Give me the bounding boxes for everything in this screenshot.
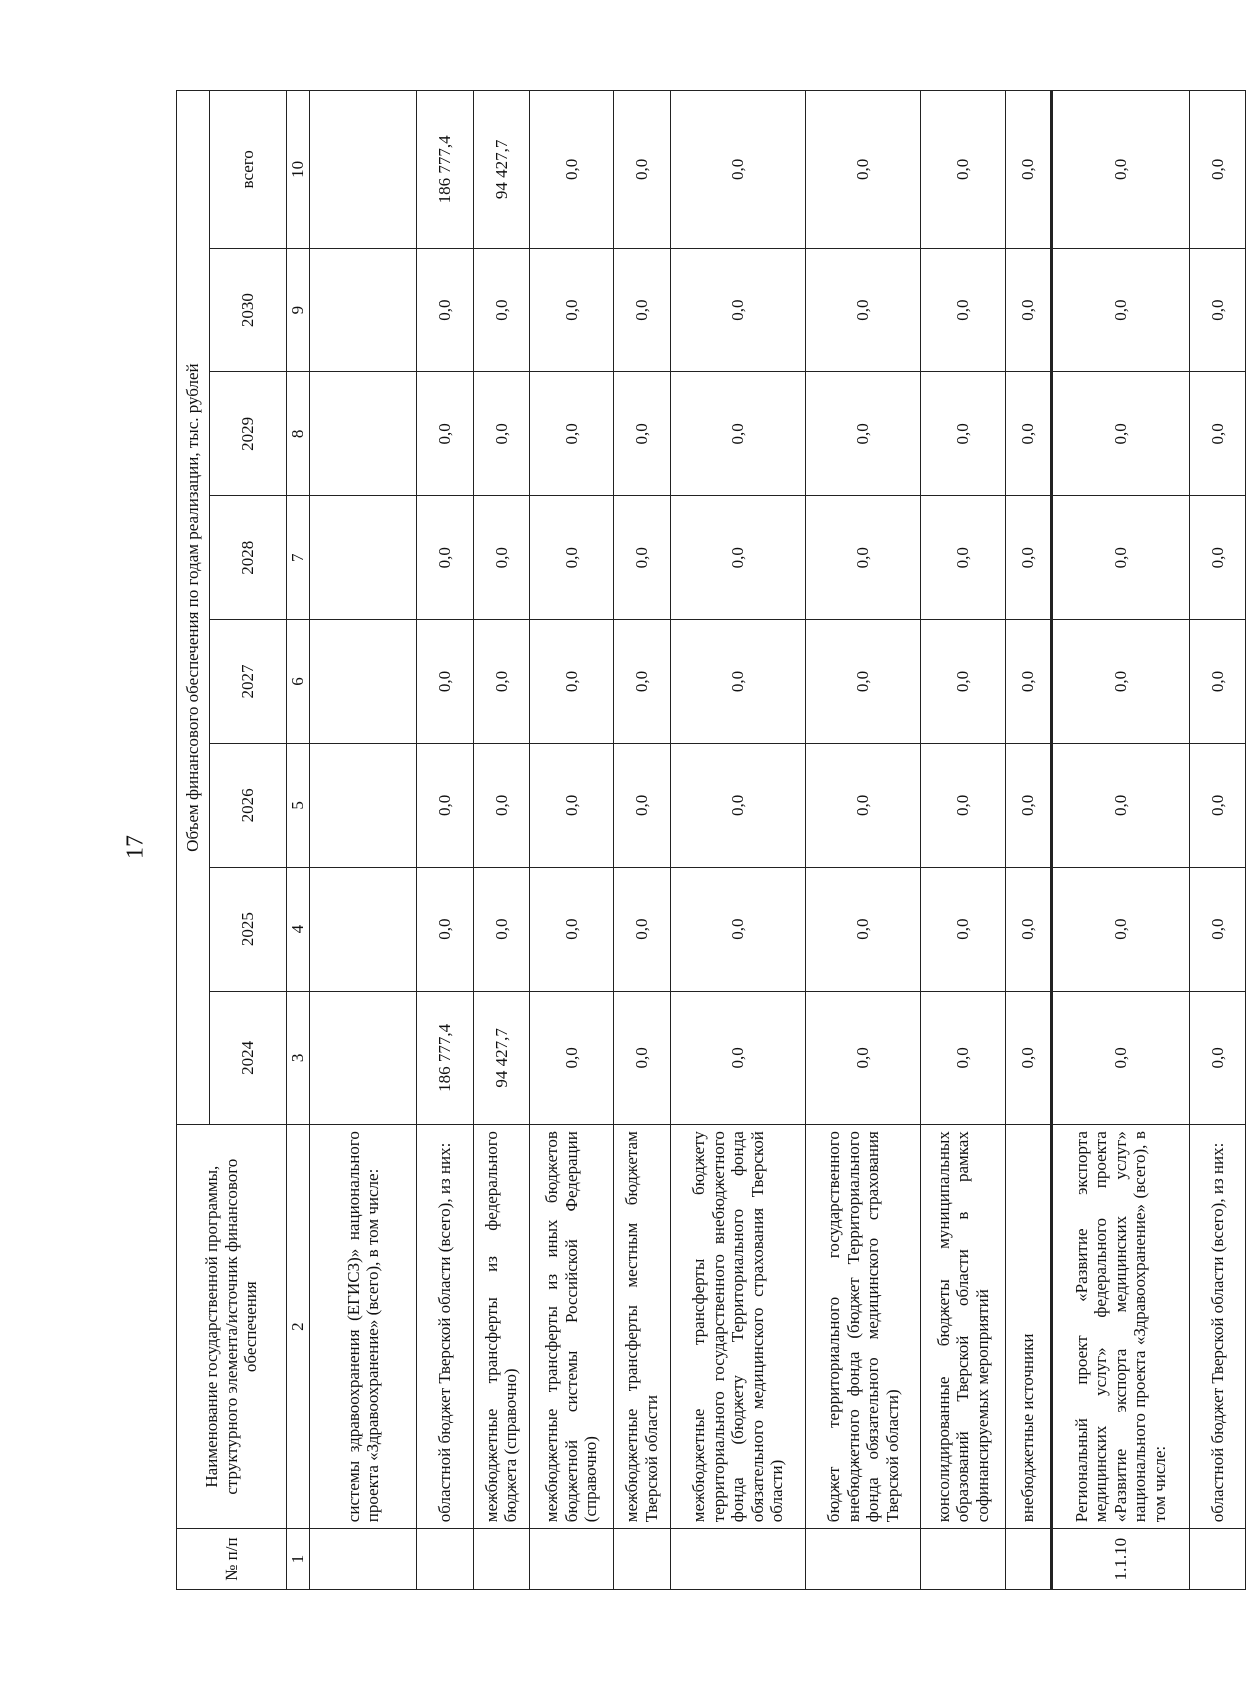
table-row xyxy=(1189,91,1245,1590)
row-number xyxy=(1005,1529,1051,1590)
value-cell: 94 427,7 xyxy=(473,991,529,1125)
table-row xyxy=(670,91,806,1590)
value-cell: 0,0 xyxy=(417,620,473,744)
value-cell: 0,0 xyxy=(670,743,806,867)
column-index: 5 xyxy=(287,743,310,867)
value-cell: 0,0 xyxy=(806,496,921,620)
value-cell: 0,0 xyxy=(1005,743,1051,867)
header-total: всего xyxy=(210,91,287,249)
value-cell: 0,0 xyxy=(921,743,1005,867)
page-number: 17 xyxy=(122,835,149,859)
value-cell: 0,0 xyxy=(529,620,613,744)
value-cell-total: 0,0 xyxy=(806,91,921,249)
value-cell: 0,0 xyxy=(670,620,806,744)
row-number xyxy=(529,1529,613,1590)
value-cell: 0,0 xyxy=(473,620,529,744)
value-cell: 0,0 xyxy=(614,248,670,372)
row-number xyxy=(1189,1529,1245,1590)
value-cell: 0,0 xyxy=(529,248,613,372)
value-cell: 0,0 xyxy=(1005,867,1051,991)
table-row xyxy=(921,91,1005,1590)
value-cell: 0,0 xyxy=(1189,248,1245,372)
value-cell: 0,0 xyxy=(1005,991,1051,1125)
row-name: областной бюджет Тверской области (всего), из них: xyxy=(1189,1125,1245,1529)
table-row xyxy=(417,91,473,1590)
column-index: 1 xyxy=(287,1529,310,1590)
value-cell: 0,0 xyxy=(529,867,613,991)
value-cell: 0,0 xyxy=(670,496,806,620)
value-cell: 0,0 xyxy=(1051,867,1189,991)
value-cell xyxy=(310,372,417,496)
table-row xyxy=(614,91,670,1590)
header-number: № п/п xyxy=(177,1529,287,1590)
value-cell: 0,0 xyxy=(1051,372,1189,496)
value-cell: 186 777,4 xyxy=(417,991,473,1125)
table-row xyxy=(529,91,613,1590)
value-cell-total: 94 427,7 xyxy=(473,91,529,249)
row-number xyxy=(417,1529,473,1590)
value-cell: 0,0 xyxy=(670,248,806,372)
value-cell: 0,0 xyxy=(614,620,670,744)
value-cell: 0,0 xyxy=(473,496,529,620)
row-number: 1.1.10 xyxy=(1051,1529,1189,1590)
column-index: 2 xyxy=(287,1125,310,1529)
value-cell: 0,0 xyxy=(1005,496,1051,620)
value-cell: 0,0 xyxy=(473,743,529,867)
row-name: межбюджетные трансферты бюджету территориального государственного внебюджетного фонда (бюджету Территориального фонда обязательного медицинского страхования Тверской области) xyxy=(670,1125,806,1529)
value-cell-total: 0,0 xyxy=(670,91,806,249)
header-year: 2025 xyxy=(210,867,287,991)
value-cell: 0,0 xyxy=(806,620,921,744)
table-row xyxy=(1051,91,1189,1590)
value-cell: 0,0 xyxy=(1051,743,1189,867)
value-cell: 0,0 xyxy=(614,496,670,620)
value-cell: 0,0 xyxy=(473,248,529,372)
value-cell: 0,0 xyxy=(614,867,670,991)
value-cell xyxy=(310,496,417,620)
value-cell: 0,0 xyxy=(417,372,473,496)
header-name: Наименование государственной программы, структурного элемента/источник финансового обеспечения xyxy=(177,1125,287,1529)
value-cell-total: 0,0 xyxy=(1005,91,1051,249)
value-cell: 0,0 xyxy=(1051,620,1189,744)
value-cell: 0,0 xyxy=(806,743,921,867)
value-cell: 0,0 xyxy=(417,743,473,867)
value-cell: 0,0 xyxy=(529,372,613,496)
value-cell-total: 0,0 xyxy=(1051,91,1189,249)
financing-table xyxy=(176,90,1246,1590)
column-index: 8 xyxy=(287,372,310,496)
table-row xyxy=(806,91,921,1590)
column-index: 10 xyxy=(287,91,310,249)
value-cell xyxy=(310,867,417,991)
value-cell: 0,0 xyxy=(1189,991,1245,1125)
column-index: 9 xyxy=(287,248,310,372)
value-cell: 0,0 xyxy=(529,496,613,620)
column-index: 3 xyxy=(287,991,310,1125)
table-row xyxy=(1005,91,1051,1590)
rotated-table-container xyxy=(176,90,1246,1590)
value-cell xyxy=(310,620,417,744)
value-cell: 0,0 xyxy=(614,743,670,867)
value-cell: 0,0 xyxy=(417,248,473,372)
value-cell: 0,0 xyxy=(1189,620,1245,744)
value-cell: 0,0 xyxy=(1005,620,1051,744)
value-cell: 0,0 xyxy=(1189,867,1245,991)
value-cell-total: 0,0 xyxy=(614,91,670,249)
header-year: 2028 xyxy=(210,496,287,620)
value-cell: 0,0 xyxy=(806,991,921,1125)
value-cell: 0,0 xyxy=(806,248,921,372)
value-cell: 0,0 xyxy=(417,867,473,991)
value-cell: 0,0 xyxy=(1005,248,1051,372)
value-cell-total: 0,0 xyxy=(529,91,613,249)
value-cell xyxy=(310,991,417,1125)
value-cell-total: 0,0 xyxy=(921,91,1005,249)
value-cell: 0,0 xyxy=(670,991,806,1125)
table-row xyxy=(473,91,529,1590)
value-cell: 0,0 xyxy=(614,372,670,496)
value-cell: 0,0 xyxy=(1189,372,1245,496)
value-cell: 0,0 xyxy=(921,496,1005,620)
value-cell: 0,0 xyxy=(1051,991,1189,1125)
value-cell: 0,0 xyxy=(417,496,473,620)
row-name: межбюджетные трансферты из федерального бюджета (справочно) xyxy=(473,1125,529,1529)
row-number xyxy=(806,1529,921,1590)
column-index: 7 xyxy=(287,496,310,620)
row-number xyxy=(614,1529,670,1590)
value-cell: 0,0 xyxy=(1005,372,1051,496)
value-cell: 0,0 xyxy=(529,991,613,1125)
row-name: внебюджетные источники xyxy=(1005,1125,1051,1529)
value-cell xyxy=(310,743,417,867)
value-cell: 0,0 xyxy=(614,991,670,1125)
row-name: бюджет территориального государственного внебюджетного фонда (бюджет Территориального фонда обязательного медицинского страхования Тверской области) xyxy=(806,1125,921,1529)
value-cell: 0,0 xyxy=(529,743,613,867)
header-year: 2026 xyxy=(210,743,287,867)
header-year: 2024 xyxy=(210,991,287,1125)
value-cell: 0,0 xyxy=(473,867,529,991)
value-cell: 0,0 xyxy=(1189,496,1245,620)
header-year: 2027 xyxy=(210,620,287,744)
value-cell: 0,0 xyxy=(921,991,1005,1125)
value-cell: 0,0 xyxy=(806,372,921,496)
row-number xyxy=(921,1529,1005,1590)
value-cell-total: 186 777,4 xyxy=(417,91,473,249)
row-name: межбюджетные трансферты из иных бюджетов бюджетной системы Российской Федерации (справочно) xyxy=(529,1125,613,1529)
table-row xyxy=(310,91,417,1590)
value-cell: 0,0 xyxy=(921,248,1005,372)
header-funding-volume: Объем финансового обеспечения по годам реализации, тыс. рублей xyxy=(177,91,210,1125)
value-cell xyxy=(310,248,417,372)
row-name: консолидированные бюджеты муниципальных образований Тверской области в рамках софинансируемых мероприятий xyxy=(921,1125,1005,1529)
value-cell: 0,0 xyxy=(670,867,806,991)
row-name: межбюджетные трансферты местным бюджетам Тверской области xyxy=(614,1125,670,1529)
row-name: Региональный проект «Развитие экспорта медицинских услуг» федерального проекта «Развитие экспорта медицинских услуг» национального проекта «Здравоохранение» (всего), в том числе: xyxy=(1051,1125,1189,1529)
row-number xyxy=(310,1529,417,1590)
value-cell: 0,0 xyxy=(921,372,1005,496)
row-name: областной бюджет Тверской области (всего), из них: xyxy=(417,1125,473,1529)
value-cell: 0,0 xyxy=(1051,248,1189,372)
header-year: 2029 xyxy=(210,372,287,496)
value-cell: 0,0 xyxy=(921,867,1005,991)
column-index: 6 xyxy=(287,620,310,744)
value-cell-total: 0,0 xyxy=(1189,91,1245,249)
value-cell-total xyxy=(310,91,417,249)
column-index-row xyxy=(287,91,310,1590)
value-cell: 0,0 xyxy=(806,867,921,991)
row-number xyxy=(670,1529,806,1590)
value-cell: 0,0 xyxy=(670,372,806,496)
value-cell: 0,0 xyxy=(921,620,1005,744)
value-cell: 0,0 xyxy=(473,372,529,496)
row-name: системы здравоохранения (ЕГИСЗ)» национального проекта «Здравоохранение» (всего), в том числе: xyxy=(310,1125,417,1529)
value-cell: 0,0 xyxy=(1189,743,1245,867)
value-cell: 0,0 xyxy=(1051,496,1189,620)
header-year: 2030 xyxy=(210,248,287,372)
row-number xyxy=(473,1529,529,1590)
column-index: 4 xyxy=(287,867,310,991)
